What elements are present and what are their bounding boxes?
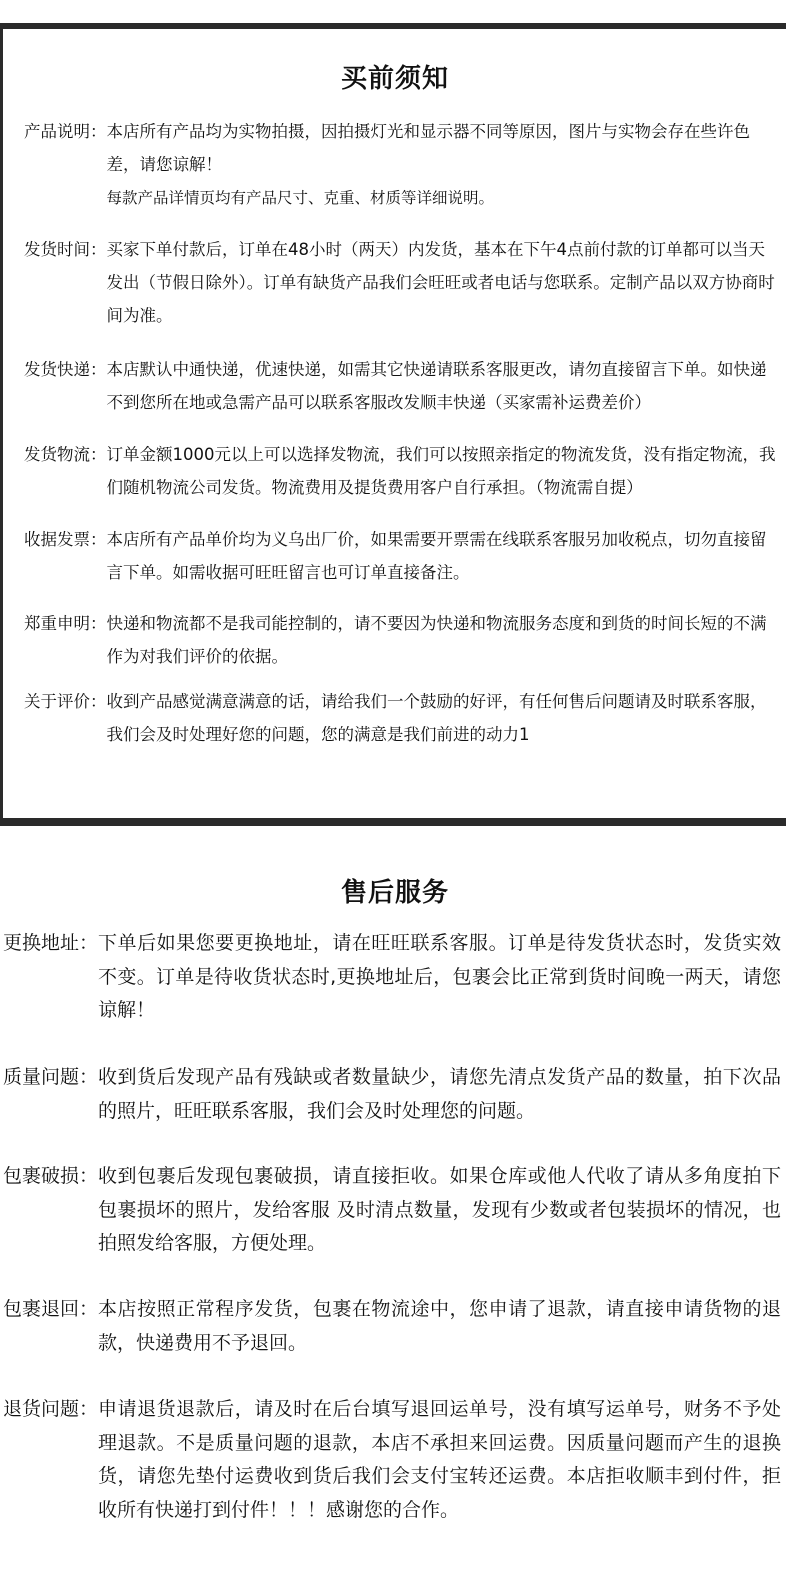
purchase-notice-title: 买前须知: [340, 64, 449, 94]
notice-item-text: 买家下单付款后，订单在48小时（两天）内发货，基本在下午4点前付款的订单都可以当天发出（节假日除外）。订单有缺货产品我们会旺旺或者电话与您联系。定制产品以双方协商时间为准。: [106, 240, 775, 325]
service-item-label: 质量问题：: [3, 1066, 99, 1088]
notice-item-label: 产品说明：: [24, 122, 107, 141]
service-item-text: 申请退货退款后，请及时在后台填写退回运单号，没有填写运单号，财务不予处理退款。不是质量问题的退款，本店不承担来回运费。因质量问题而产生的退换货，请您先垫付运费收到货后我们会支付宝转还运费。本店拒收顺丰到付件，拒收所有快递打到付件！！！感谢您的合作。: [98, 1398, 781, 1521]
notice-item-text: 订单金额1000元以上可以选择发物流，我们可以按照亲指定的物流发货，没有指定物流，我们随机物流公司发货。物流费用及提货费用客户自行承担。（物流需自提）: [106, 445, 776, 497]
service-item-label: 更换地址：: [3, 932, 99, 954]
notice-item-product-description: [24, 115, 780, 215]
notice-item-extra: 每款产品详情页均有产品尺寸、克重、材质等详细说明。: [106, 189, 495, 207]
service-item-package-return: [3, 1293, 781, 1360]
notice-item-courier: [24, 353, 780, 419]
notice-item-logistics: [24, 438, 780, 504]
after-sales-title: 售后服务: [340, 878, 449, 908]
notice-item-statement: [24, 607, 780, 673]
notice-item-text: 收到产品感觉满意满意的话，请给我们一个鼓励的好评，有任何售后问题请及时联系客服，我们会及时处理好您的问题，您的满意是我们前进的动力1: [106, 692, 767, 744]
notice-item-text: 快递和物流都不是我司能控制的，请不要因为快递和物流服务态度和到货的时间长短的不满作为对我们评价的依据。: [106, 614, 767, 666]
service-item-returns: [3, 1393, 781, 1527]
service-item-text: 收到包裹后发现包裹破损，请直接拒收。如果仓库或他人代收了请从多角度拍下包裹损坏的照片，发给客服 及时清点数量，发现有少数或者包装损坏的情况，也拍照发给客服，方便处理。: [98, 1165, 781, 1254]
notice-item-receipt-invoice: [24, 523, 780, 589]
service-item-label: 包裹退回：: [3, 1298, 99, 1320]
notice-item-text: 本店所有产品单价均为义乌出厂价，如果需要开票需在线联系客服另加收税点，切勿直接留言下单。如需收据可旺旺留言也可订单直接备注。: [106, 530, 767, 582]
notice-item-label: 发货快递：: [24, 360, 107, 379]
service-item-label: 包裹破损：: [3, 1165, 99, 1187]
service-item-quality: [3, 1061, 781, 1128]
notice-item-label: 发货时间：: [24, 240, 107, 259]
notice-item-label: 郑重申明：: [24, 614, 107, 633]
service-item-text: 下单后如果您要更换地址，请在旺旺联系客服。订单是待发货状态时，发货实效不变。订单是待收货状态时,更换地址后，包裹会比正常到货时间晚一两天，请您谅解！: [98, 932, 781, 1021]
notice-item-review: [24, 685, 780, 751]
service-item-damaged-package: [3, 1160, 781, 1261]
notice-item-label: 发货物流：: [24, 445, 107, 464]
service-item-address-change: [3, 927, 781, 1028]
notice-item-text: 本店所有产品均为实物拍摄，因拍摄灯光和显示器不同等原因，图片与实物会存在些许色差，请您谅解！: [106, 122, 750, 174]
notice-item-label: 关于评价：: [24, 692, 107, 711]
service-item-text: 本店按照正常程序发货，包裹在物流途中，您申请了退款，请直接申请货物的退款，快递费用不予退回。: [98, 1298, 781, 1354]
service-item-text: 收到货后发现产品有残缺或者数量缺少，请您先清点发货产品的数量，拍下次品的照片，旺旺联系客服，我们会及时处理您的问题。: [98, 1066, 781, 1122]
service-item-label: 退货问题：: [3, 1398, 99, 1420]
notice-item-shipping-time: [24, 233, 780, 332]
notice-item-label: 收据发票：: [24, 530, 107, 549]
notice-item-text: 本店默认中通快递，优速快递，如需其它快递请联系客服更改，请勿直接留言下单。如快递不到您所在地或急需产品可以联系客服改发顺丰快递（买家需补运费差价）: [106, 360, 767, 412]
